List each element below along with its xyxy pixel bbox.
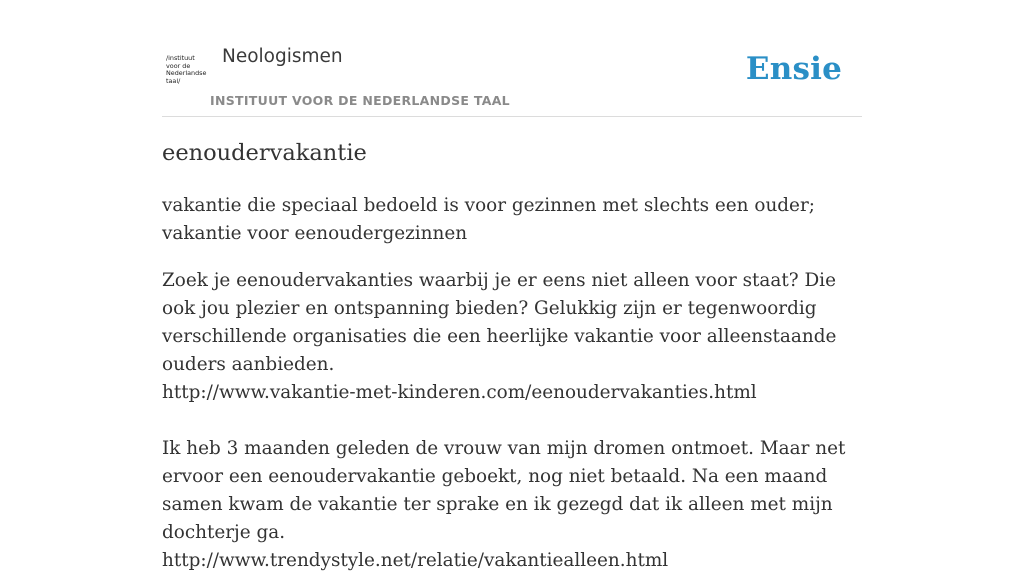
ivdnt-logo[interactable] xyxy=(166,55,208,89)
logo-line: taal/ xyxy=(166,76,181,85)
logo-line: /instituut xyxy=(166,54,195,62)
site-title-link[interactable]: Neologismen xyxy=(222,46,343,67)
entry-title: eenoudervakantie xyxy=(162,140,367,166)
example-spacer xyxy=(162,407,862,435)
ensie-logo-link[interactable]: Ensie xyxy=(745,51,842,87)
entry-examples xyxy=(162,267,862,575)
example-source-url: http://www.vakantie-met-kinderen.com/eenoudervakanties.html xyxy=(162,382,757,403)
entry-definition: vakantie die speciaal bedoeld is voor gezinnen met slechts een ouder; vakantie voor eenoudergezinnen xyxy=(162,195,815,244)
logo-line: voor de xyxy=(166,61,191,70)
example-source-url: http://www.trendystyle.net/relatie/vakantiealleen.html xyxy=(162,550,669,571)
example-text: Zoek je eenoudervakanties waarbij je er eens niet alleen voor staat? Die ook jou plezier en ontspanning bieden? Gelukkig zijn er tegenwoordig verschillende organisaties die een heerlijke vakantie voor alleenstaande ouders aanbieden. xyxy=(162,270,837,375)
example-text: Ik heb 3 maanden geleden de vrouw van mijn dromen ontmoet. Maar net ervoor een eenoudervakantie geboekt, nog niet betaald. Na een maand samen kwam de vakantie ter sprake en ik gezegd dat ik alleen met mijn dochterje ga. xyxy=(162,438,846,543)
logo-line: Nederlandse xyxy=(166,69,207,78)
org-name: INSTITUUT VOOR DE NEDERLANDSE TAAL xyxy=(210,93,510,108)
site-header xyxy=(162,40,862,117)
